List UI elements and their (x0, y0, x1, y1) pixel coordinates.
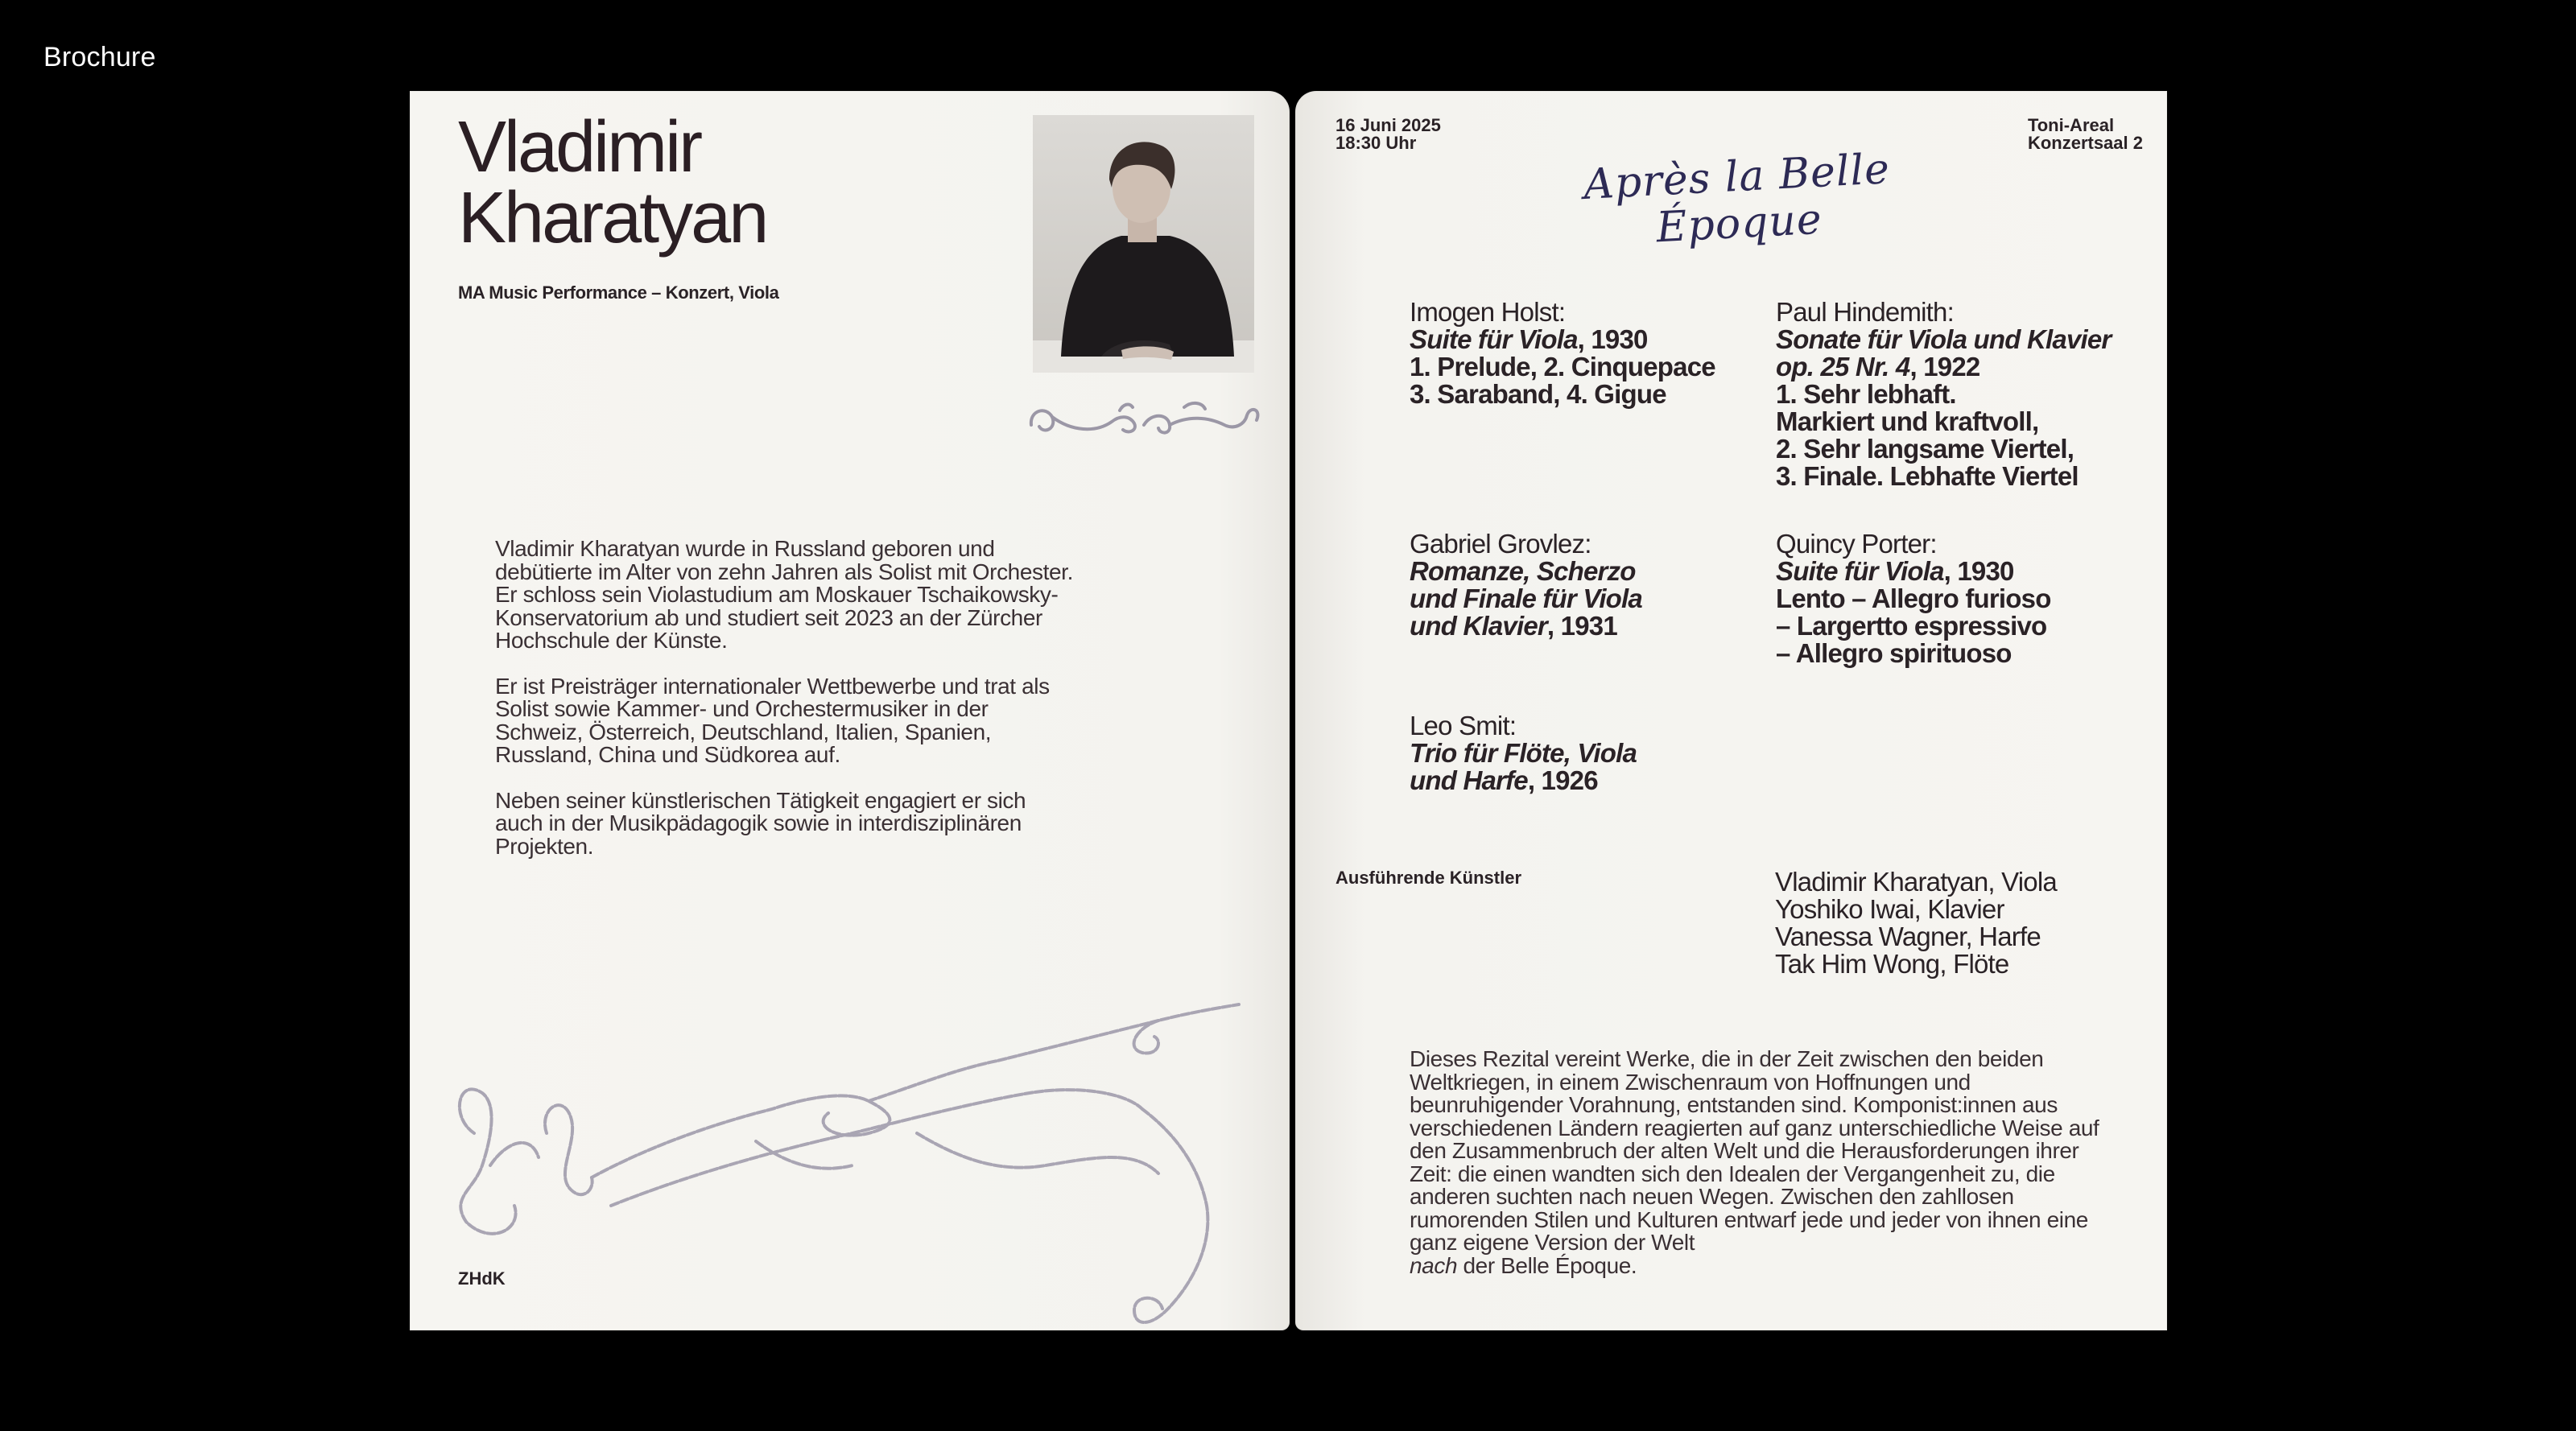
bio-paragraph: Neben seiner künstlerischen Tätigkeit engagiert er sich auch in der Musikpädagogik sowie in interdisziplinären Projekten. (495, 787, 1026, 859)
title-line-2: Époque (1655, 195, 1823, 253)
viola-sketch-ornament (434, 972, 1271, 1391)
portrait-photo (1033, 115, 1254, 373)
event-venue (2028, 117, 2143, 152)
concert-title (1567, 145, 1909, 256)
piece-movement: 1. Prelude, 2. Cinquepace (1410, 352, 1715, 381)
performers-label: Ausführende Künstler (1335, 868, 1522, 888)
degree-line: MA Music Performance – Konzert, Viola (458, 282, 779, 303)
biography (495, 538, 1075, 880)
piece-composer: Quincy Porter: (1776, 529, 1937, 559)
name-line-2: Kharatyan (458, 178, 767, 258)
piece-movement: 1. Sehr lebhaft. (1776, 379, 1956, 409)
piece-year: , 1931 (1546, 611, 1617, 641)
institution-logo-text: ZHdK (458, 1268, 506, 1289)
concert-summary (1410, 1048, 2102, 1277)
piece-year: , 1930 (1577, 324, 1648, 354)
date-text: 16 Juni 2025 (1335, 115, 1441, 135)
piece-title: Suite für Viola (1410, 324, 1578, 354)
piece-movement: 2. Sehr langsame Viertel, (1776, 434, 2074, 464)
page-label: Brochure (43, 42, 156, 72)
performer-item: Vanessa Wagner, Harfe (1775, 922, 2041, 951)
piece-movement: 3. Saraband, 4. Gigue (1410, 379, 1666, 409)
event-date (1335, 117, 1441, 152)
title-line-1: Après la Belle (1582, 145, 1892, 209)
piece-title: Sonate für Viola und Klavier op. 25 Nr. 4 (1776, 324, 2112, 381)
piece-movement: – Allegro spirituoso (1776, 638, 2012, 668)
piece-year: , 1930 (1943, 556, 2014, 586)
piece-title: Suite für Viola (1776, 556, 1944, 586)
venue-line-1: Toni-Areal (2027, 115, 2115, 135)
performer-item: Yoshiko Iwai, Klavier (1775, 894, 2004, 924)
time-text: 18:30 Uhr (1335, 133, 1417, 153)
program-piece (1776, 299, 2130, 490)
brochure-left-page (410, 91, 1290, 1330)
program-piece (1410, 299, 1715, 408)
piece-title: Romanze, Scherzo und Finale für Viola und Klavier (1410, 556, 1642, 641)
program-piece (1410, 530, 1667, 640)
bio-paragraph: Er ist Preisträger internationaler Wettbewerbe und trat als Solist sowie Kammer- und Orchestermusiker in der Schweiz, Österreich, Deutschland, Italien, Spanien, Russland, China und Südkorea auf. (495, 673, 1050, 767)
piece-composer: Leo Smit: (1410, 711, 1517, 740)
piece-movement: Lento – Allegro furioso (1776, 584, 2051, 613)
piece-composer: Paul Hindemith: (1776, 297, 1954, 327)
performer-item: Vladimir Kharatyan, Viola (1775, 867, 2057, 897)
performer-name (458, 107, 767, 258)
program-piece (1776, 530, 2051, 667)
summary-text: Dieses Rezital vereint Werke, die in der Zeit zwischen den beiden Weltkriegen, in einem Zwischenraum von Hoffnungen und beunruhigender Vorahnung, entstanden sind. Komponist:innen aus verschiedenen Ländern reagierten auf ganz unterschiedliche Weise auf den Zusammenbruch der alten Welt und die Herausforderungen ihrer Zeit: die einen wandten sich den Idealen der Vergangenheit zu, die anderen suchten nach neuen Wegen. Zwischen den zahllosen rumorenden Stilen und Kulturen entwarf jede und jeder von ihnen eine ganz eigene Version der Welt (1410, 1046, 2099, 1255)
venue-line-2: Konzertsaal 2 (2027, 133, 2143, 153)
piece-movement: – Largertto espressivo (1776, 611, 2047, 641)
piece-movement: Markiert und kraftvoll, (1776, 406, 2039, 436)
name-line-1: Vladimir (458, 107, 701, 188)
performers-list (1775, 868, 2057, 978)
piece-year: , 1926 (1527, 765, 1598, 795)
piece-year: , 1922 (1909, 352, 1980, 381)
brochure-right-page (1295, 91, 2167, 1330)
piece-composer: Gabriel Grovlez: (1410, 529, 1591, 559)
piece-movement: 3. Finale. Lebhafte Viertel (1776, 461, 2079, 491)
bio-paragraph: Vladimir Kharatyan wurde in Russland geboren und debütierte im Alter von zehn Jahren als Solist mit Orchester. Er schloss sein Violastudium am Moskauer Tschaikowsky-Konservatorium ab und studiert seit 2023 an der Zürcher Hochschule der Künste. (495, 536, 1073, 653)
summary-end: der Belle Époque. (1457, 1252, 1637, 1278)
piece-title: Trio für Flöte, Viola und Harfe (1410, 738, 1637, 795)
performer-item: Tak Him Wong, Flöte (1775, 949, 2009, 979)
flourish-ornament (1023, 393, 1265, 451)
program-piece (1410, 712, 1683, 794)
summary-emphasis: nach (1410, 1252, 1458, 1278)
piece-composer: Imogen Holst: (1410, 297, 1566, 327)
